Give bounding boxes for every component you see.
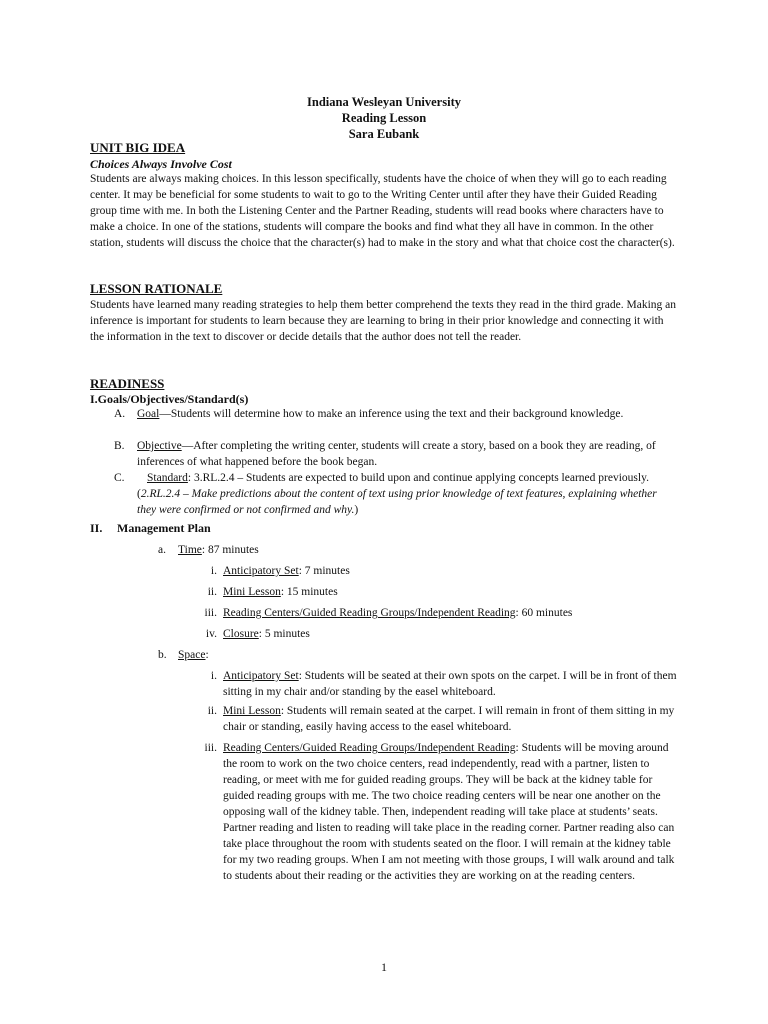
space-item-marker: iii. [204, 742, 217, 754]
time-label: Time [178, 544, 202, 556]
objective-label: Objective [137, 440, 182, 452]
standard-end: ) [354, 504, 359, 516]
space-item-reading-centers [223, 740, 678, 884]
space-marker: b. [158, 649, 167, 661]
university-name: Indiana Wesleyan University [307, 95, 461, 109]
management-heading-number: II. [90, 521, 103, 535]
time-item-mini-lesson [223, 584, 338, 600]
space-item-value: : Students will remain seated at the carpet. I will remain in front of them sitting in my chair or standing, easily having access to the easel whiteboard. [223, 705, 675, 733]
space-item-label: Anticipatory Set [223, 670, 299, 682]
space-value: : [205, 649, 209, 661]
goal-item [137, 406, 677, 422]
space-item-mini-lesson [223, 703, 678, 735]
time-item-label: Mini Lesson [223, 586, 281, 598]
lesson-rationale-body: Students have learned many reading strategies to help them better comprehend the texts they read in the third grade. Making an inference is important for students to learn because they are learning to bring in their prior knowledge and connecting it with the information in the text to discover or decide details that the author does not tell the reader. [90, 299, 676, 343]
objective-text: —After completing the writing center, students will create a story, based on a book they are reading, of inferences of what happened before the book began. [137, 440, 656, 468]
time-item-closure [223, 626, 310, 642]
time-item-value: : 15 minutes [280, 586, 338, 598]
goals-heading: I.Goals/Objectives/Standard(s) [90, 392, 249, 406]
time-item-value: : 7 minutes [298, 565, 350, 577]
time-value: : 87 minutes [201, 544, 259, 556]
time-item-value: : 60 minutes [515, 607, 573, 619]
document-title: Reading Lesson [341, 111, 427, 125]
time-item-marker: iv. [205, 628, 217, 640]
standard-text: : 3.RL.2.4 – Students are expected to build upon and continue applying concepts learned previously. ( [137, 472, 649, 500]
unit-big-idea-body: Students are always making choices. In this lesson specifically, students have the choice of when they will go to each reading center. It may be beneficial for some students to wait to go to the Writing Center until after they have their Guided Reading group time with me. In both the Listening Center and the Partner Reading, students will read books where characters have to make a choice. In one of the stations, students will compare the books and find what they all have in common. In the other station, students will discuss the choice that the character(s) had to make in the story and what that choice cost the character(s). [90, 173, 675, 249]
page-number: 1 [381, 960, 387, 974]
time-item-value: : 5 minutes [258, 628, 310, 640]
lesson-rationale-heading: LESSON RATIONALE [90, 281, 223, 296]
time-marker: a. [158, 544, 166, 556]
readiness-heading: READINESS [90, 376, 165, 391]
time-item-marker: i. [210, 565, 217, 577]
standard-citation: 2.RL.2.4 – Make predictions about the content of text using prior knowledge of text features, explaining whether they were confirmed or not confirmed and why. [137, 488, 657, 516]
objective-item [137, 438, 677, 470]
time-item-anticipatory [223, 563, 350, 579]
management-heading: Management Plan [117, 521, 211, 535]
space-label: Space [178, 649, 206, 661]
standard-label: Standard [147, 472, 188, 484]
time-item-label: Anticipatory Set [223, 565, 299, 577]
space-item-marker: ii. [207, 705, 217, 717]
goal-label: Goal [137, 408, 160, 420]
standard-item [137, 470, 667, 518]
unit-big-idea-subheading: Choices Always Involve Cost [90, 157, 232, 171]
time-item-reading-centers [223, 605, 572, 621]
objective-marker: B. [114, 440, 125, 452]
unit-big-idea-heading: UNIT BIG IDEA [90, 140, 186, 155]
document-header [0, 94, 768, 142]
space-item-label: Mini Lesson [223, 705, 281, 717]
time-item-label: Closure [223, 628, 259, 640]
time-item-label: Reading Centers/Guided Reading Groups/Independent Reading [223, 607, 516, 619]
goal-marker: A. [114, 408, 126, 420]
time-item-marker: ii. [207, 586, 217, 598]
space-item-label: Reading Centers/Guided Reading Groups/Independent Reading [223, 742, 516, 754]
author-name: Sara Eubank [348, 127, 420, 141]
space-item-anticipatory [223, 668, 678, 700]
space-item [178, 647, 209, 663]
time-item [178, 542, 259, 558]
time-item-marker: iii. [204, 607, 217, 619]
space-item-value: : Students will be moving around the room to work on the two choice centers, read independently, read with a partner, listen to reading, or meet with me for guided reading groups. They will be back at the kidney table for guided reading groups with me. The two choice reading centers will be near one another on the opposing wall of the kidney table. Then, independent reading will take place at students’ seats. Partner reading and listen to reading will take place in the reading corner. Partner reading also can take place throughout the room with students seated on the floor. I will remain at the kidney table for my two reading groups. When I am not meeting with those groups, I will walk around and talk to students about their reading or the activities they are working on at the reading centers. [223, 742, 675, 882]
space-item-marker: i. [210, 670, 217, 682]
goal-text: —Students will determine how to make an inference using the text and their background knowledge. [159, 408, 624, 420]
space-item-value: : Students will be seated at their own spots on the carpet. I will be in front of them sitting in my chair and/or standing by the easel whiteboard. [223, 670, 677, 698]
standard-marker: C. [114, 472, 125, 484]
